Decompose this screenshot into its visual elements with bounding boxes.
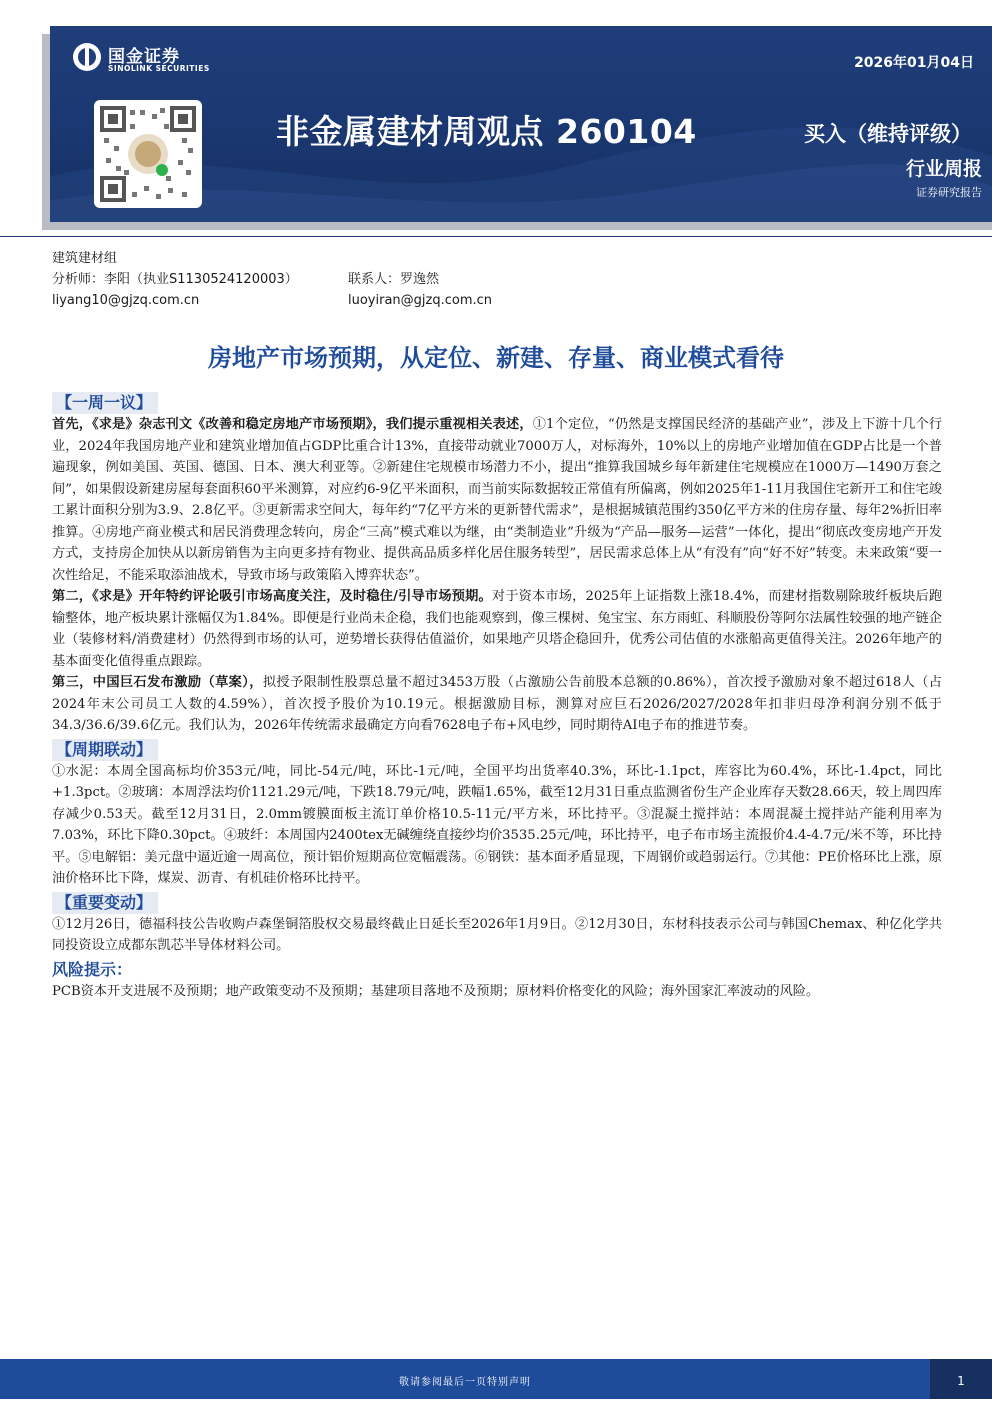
report-type: 行业周报 xyxy=(905,158,982,180)
report-content xyxy=(52,390,942,1002)
analyst-info xyxy=(52,248,493,311)
weekly-paragraph-1-text: ①1个定位，“仍然是支撑国民经济的基础产业”，涉及上下游十几个行业，2024年我国房地产业和建筑业增加值占GDP比重合计13%，直接带动就业7000万人，对标海外，10%以上的房地产业增加值在GDP占比是一个普遍现象，例如美国、英国、德国、日本、澳大利亚等。②新建住宅规模市场潜力不小，提出“推算我国城乡每年新建住宅规模应在1000万—1490万套之间”，如果假设新建房屋每套面积60平米测算，对应约6-9亿平米面积，而当前实际数据较正常值有所偏离，例如2025年1-11月我国住宅新开工和住宅竣工累计面积分别为3.9、2.8亿平。③更新需求空间大，每年约“7亿平方米的更新替代需求”，是根据城镇范围约350亿平方米的住房存量、每年2%折旧率推算。④房地产商业模式和居民消费理念转向，房企“三高”模式难以为继，由“类制造业”升级为“产品—服务—运营”一体化，提出“彻底改变房地产开发方式，支持房企加快从以新房销售为主向更多持有物业、提供高品质多样化居住服务转型”，居民需求总体上从“有没有”向“好不好”转变。未来政策“要一次性给足，不能采取添油战术，导致市场与政策陷入博弈状态”。 xyxy=(52,417,943,583)
main-title: 房地产市场预期，从定位、新建、存量、商业模式看待 xyxy=(208,344,784,372)
analyst-name: 分析师：李阳（执业S1130524120003） xyxy=(52,272,298,287)
analyst-email[interactable]: liyang10@gjzq.com.cn xyxy=(52,293,200,308)
weekly-paragraph-2-text: 对于资本市场，2025年上证指数上涨18.4%，而建材指数剔除玻纤板块后跑输整体，地产板块累计涨幅仅为1.84%。即便是行业尚未企稳，我们也能观察到，像三棵树、兔宝宝、东方雨虹、科顺股份等阿尔法属性较强的地产链企业（装修材料/消费建材）仍然得到市场的认可，逆势增长获得估值溢价，如果地产贝塔企稳回升，优秀公司估值的水涨船高更值得关注。2026年地产的基本面变化值得重点跟踪。 xyxy=(52,589,943,669)
weekly-paragraph-3-text: 拟授予限制性股票总量不超过3453万股（占激励公告前股本总额的0.86%），首次授予激励对象不超过618人（占2024年末公司员工人数的4.59%），首次授予股价为10.19元。根据激励目标，测算对应巨石2026/2027/2028年扣非归母净利润分别不低于34.3/36.6/39.6亿元。我们认为，2026年传统需求最确定方向看7628电子布+风电纱，同时期待AI电子布的推进节奏。 xyxy=(52,675,942,733)
rating-badge: 买入（维持评级） xyxy=(804,122,972,146)
logo-name-cn: 国金证券 xyxy=(108,47,180,67)
page-number: 1 xyxy=(930,1359,992,1399)
report-title: 非金属建材周观点 260104 xyxy=(276,112,697,151)
section-title-risk: 风险提示： xyxy=(52,959,133,979)
analyst-group: 建筑建材组 xyxy=(52,251,118,266)
report-date: 2026年01月04日 xyxy=(854,55,974,71)
section-title-cycle: 【周期联动】 xyxy=(52,739,158,761)
report-subtype: 证券研究报告 xyxy=(916,186,982,199)
cycle-paragraph: ①水泥：本周全国高标均价353元/吨，同比-54元/吨，环比-1元/吨，全国平均出货率40.3%，环比-1.1pct，库容比为60.4%，环比-1.4pct，同比+1.3pct。②玻璃：本周浮法均价1121.29元/吨，下跌18.79元/吨，跌幅1.65%，截至12月31日重点监测省份生产企业库存天数28.66天，较上周四库存减少0.53天。截至12月31日，2.0mm镀膜面板主流订单价格10.5-11元/平方米，环比持平。③混凝土搅拌站：本周混凝土搅拌站产能利用率为7.03%，环比下降0.30pct。④玻纤：本周国内2400tex无碱缠绕直接纱均价3535.25元/吨，环比持平，电子布市场主流报价4.4-4.7元/米不等，环比持平。⑤电解铝：美元盘中逼近逾一周高位，预计铝价短期高位宽幅震荡。⑥钢铁：基本面矛盾显现，下周钢价或趋弱运行。⑦其他：PE价格环比上涨，原油价格环比下降，煤炭、沥青、有机硅价格环比持平。 xyxy=(52,763,942,886)
contact-name: 联系人：罗逸然 xyxy=(348,272,440,287)
header-divider xyxy=(0,236,992,237)
footer-disclaimer-note: 敬请参阅最后一页特别声明 xyxy=(399,1377,531,1388)
weekly-paragraph-1-lead: 首先，《求是》杂志刊文《改善和稳定房地产市场预期》，我们提示重视相关表述， xyxy=(52,417,533,432)
contact-email[interactable]: luoyiran@gjzq.com.cn xyxy=(348,293,493,308)
section-title-changes: 【重要变动】 xyxy=(52,892,158,914)
qr-code xyxy=(94,100,202,208)
risk-paragraph: PCB资本开支进展不及预期；地产政策变动不及预期；基建项目落地不及预期；原材料价格变化的风险；海外国家汇率波动的风险。 xyxy=(52,983,820,999)
report-header xyxy=(50,26,992,222)
weekly-paragraph-3 xyxy=(52,672,942,737)
logo-mark-icon xyxy=(72,42,102,72)
qr-code-icon xyxy=(94,100,202,208)
changes-paragraph: ①12月26日，德福科技公告收购卢森堡铜箔股权交易最终截止日延长至2026年1月9日。②12月30日，东材科技表示公司与韩国Chemax、种亿化学共同投资设立成都东凯芯半导体材料公司。 xyxy=(52,916,942,953)
weekly-paragraph-1 xyxy=(52,414,942,586)
contact-block xyxy=(348,269,492,311)
section-title-weekly: 【一周一议】 xyxy=(52,392,158,414)
weekly-paragraph-2-lead: 第二，《求是》开年特约评论吸引市场高度关注，及时稳住/引导市场预期。 xyxy=(52,589,492,604)
weekly-paragraph-2 xyxy=(52,586,942,672)
logo-name-en: SINOLINK SECURITIES xyxy=(108,64,210,73)
weekly-paragraph-3-lead: 第三，中国巨石发布激励（草案）， xyxy=(52,675,263,690)
